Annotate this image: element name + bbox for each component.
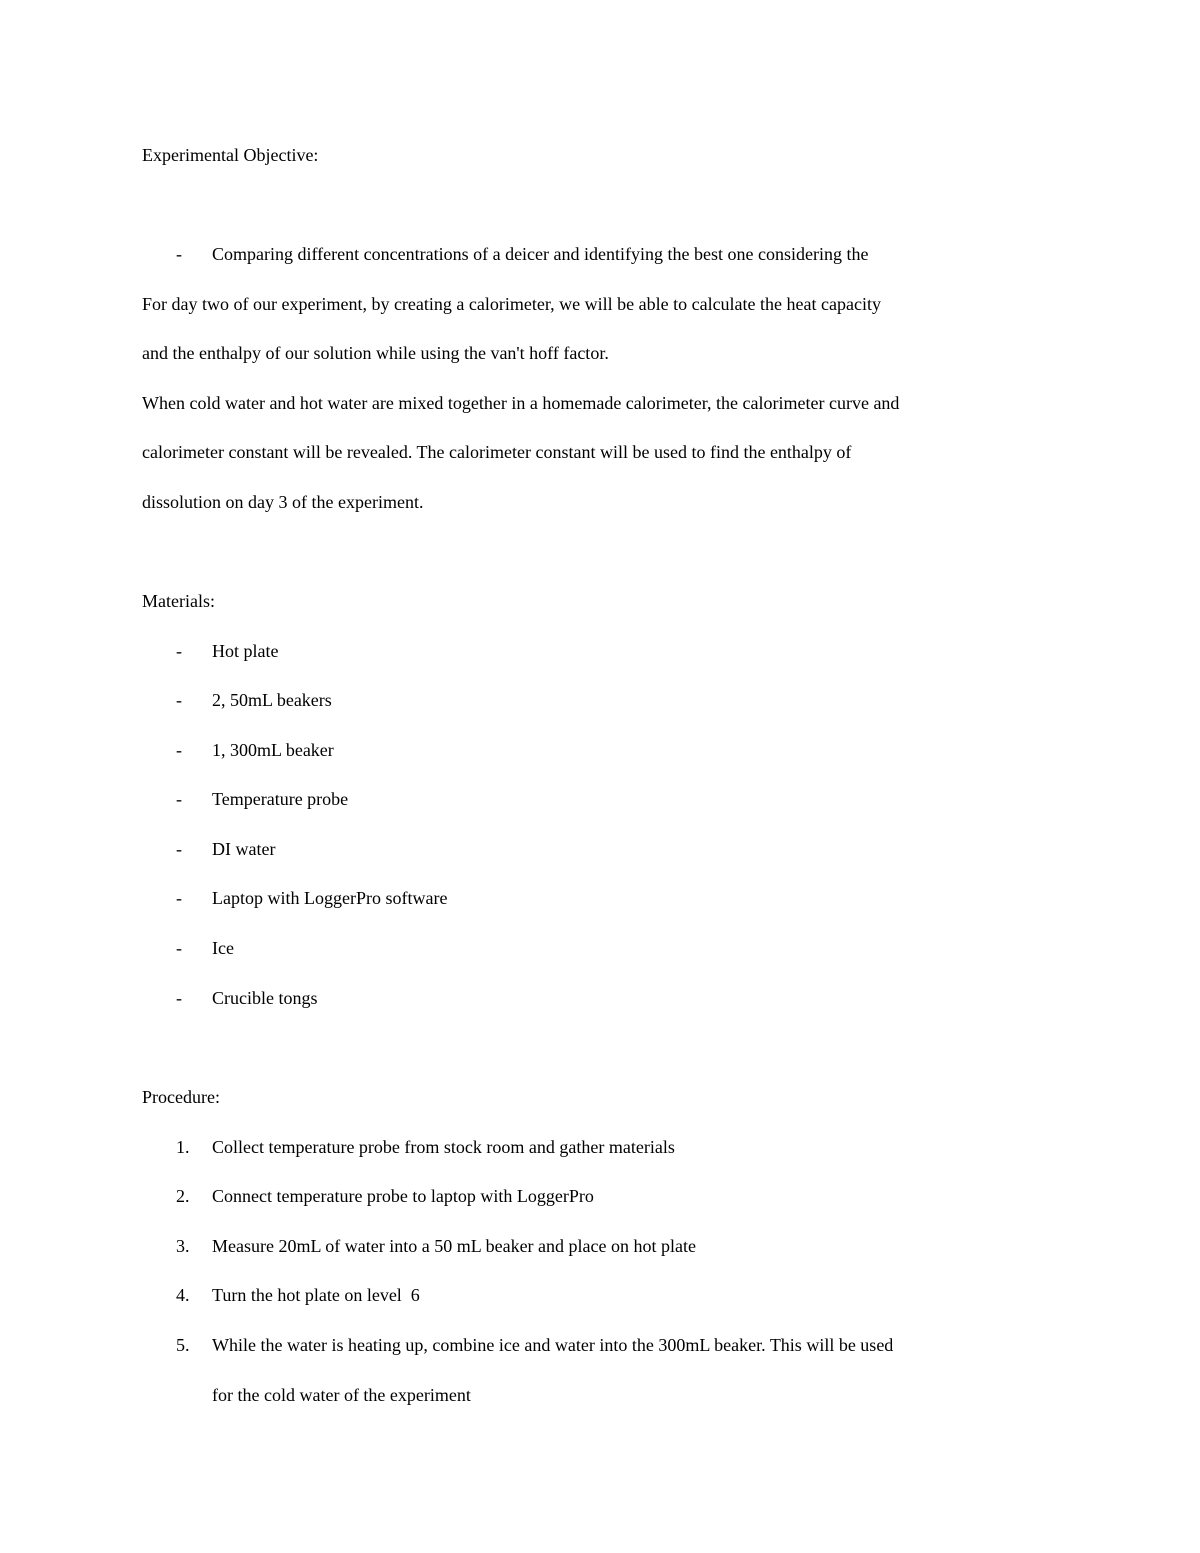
bullet-marker: - xyxy=(176,938,182,958)
step-number: 1. xyxy=(176,1137,190,1157)
objective-paragraph-line: calorimeter constant will be revealed. The calorimeter constant will be used to find the enthalpy of xyxy=(142,442,852,462)
bullet-marker: - xyxy=(176,690,182,710)
step-text: Measure 20mL of water into a 50 mL beaker and place on hot plate xyxy=(212,1236,696,1256)
objective-paragraph-line: When cold water and hot water are mixed together in a homemade calorimeter, the calorimeter curve and xyxy=(142,393,900,413)
step-text: While the water is heating up, combine ice and water into the 300mL beaker. This will be used xyxy=(212,1335,894,1355)
materials-item-text: Hot plate xyxy=(212,641,279,661)
bullet-marker: - xyxy=(176,641,182,661)
step-number: 4. xyxy=(176,1285,190,1305)
step-text: Connect temperature probe to laptop with LoggerPro xyxy=(212,1186,594,1206)
materials-heading: Materials: xyxy=(142,591,215,611)
objective-bullet-text: Comparing different concentrations of a deicer and identifying the best one considering the xyxy=(212,244,869,264)
bullet-marker: - xyxy=(176,789,182,809)
bullet-marker: - xyxy=(176,888,182,908)
step-number: 5. xyxy=(176,1335,190,1355)
materials-item-text: DI water xyxy=(212,839,276,859)
bullet-marker: - xyxy=(176,244,182,264)
bullet-marker: - xyxy=(176,839,182,859)
materials-item-text: 2, 50mL beakers xyxy=(212,690,332,710)
materials-item-text: Laptop with LoggerPro software xyxy=(212,888,448,908)
materials-item-text: Crucible tongs xyxy=(212,988,318,1008)
objective-paragraph-line: and the enthalpy of our solution while using the van't hoff factor. xyxy=(142,343,609,363)
bullet-marker: - xyxy=(176,740,182,760)
step-text: Collect temperature probe from stock room and gather materials xyxy=(212,1137,675,1157)
step-text: for the cold water of the experiment xyxy=(212,1385,471,1405)
materials-item-text: Temperature probe xyxy=(212,789,349,809)
materials-item-text: 1, 300mL beaker xyxy=(212,740,334,760)
step-text: Turn the hot plate on level 6 xyxy=(212,1285,420,1305)
bullet-marker: - xyxy=(176,988,182,1008)
procedure-heading: Procedure: xyxy=(142,1087,220,1107)
objective-paragraph-line: For day two of our experiment, by creating a calorimeter, we will be able to calculate the heat capacity xyxy=(142,294,881,314)
materials-item-text: Ice xyxy=(212,938,234,958)
objective-paragraph-line: dissolution on day 3 of the experiment. xyxy=(142,492,424,512)
step-number: 2. xyxy=(176,1186,190,1206)
objective-heading: Experimental Objective: xyxy=(142,145,319,165)
step-number: 3. xyxy=(176,1236,190,1256)
